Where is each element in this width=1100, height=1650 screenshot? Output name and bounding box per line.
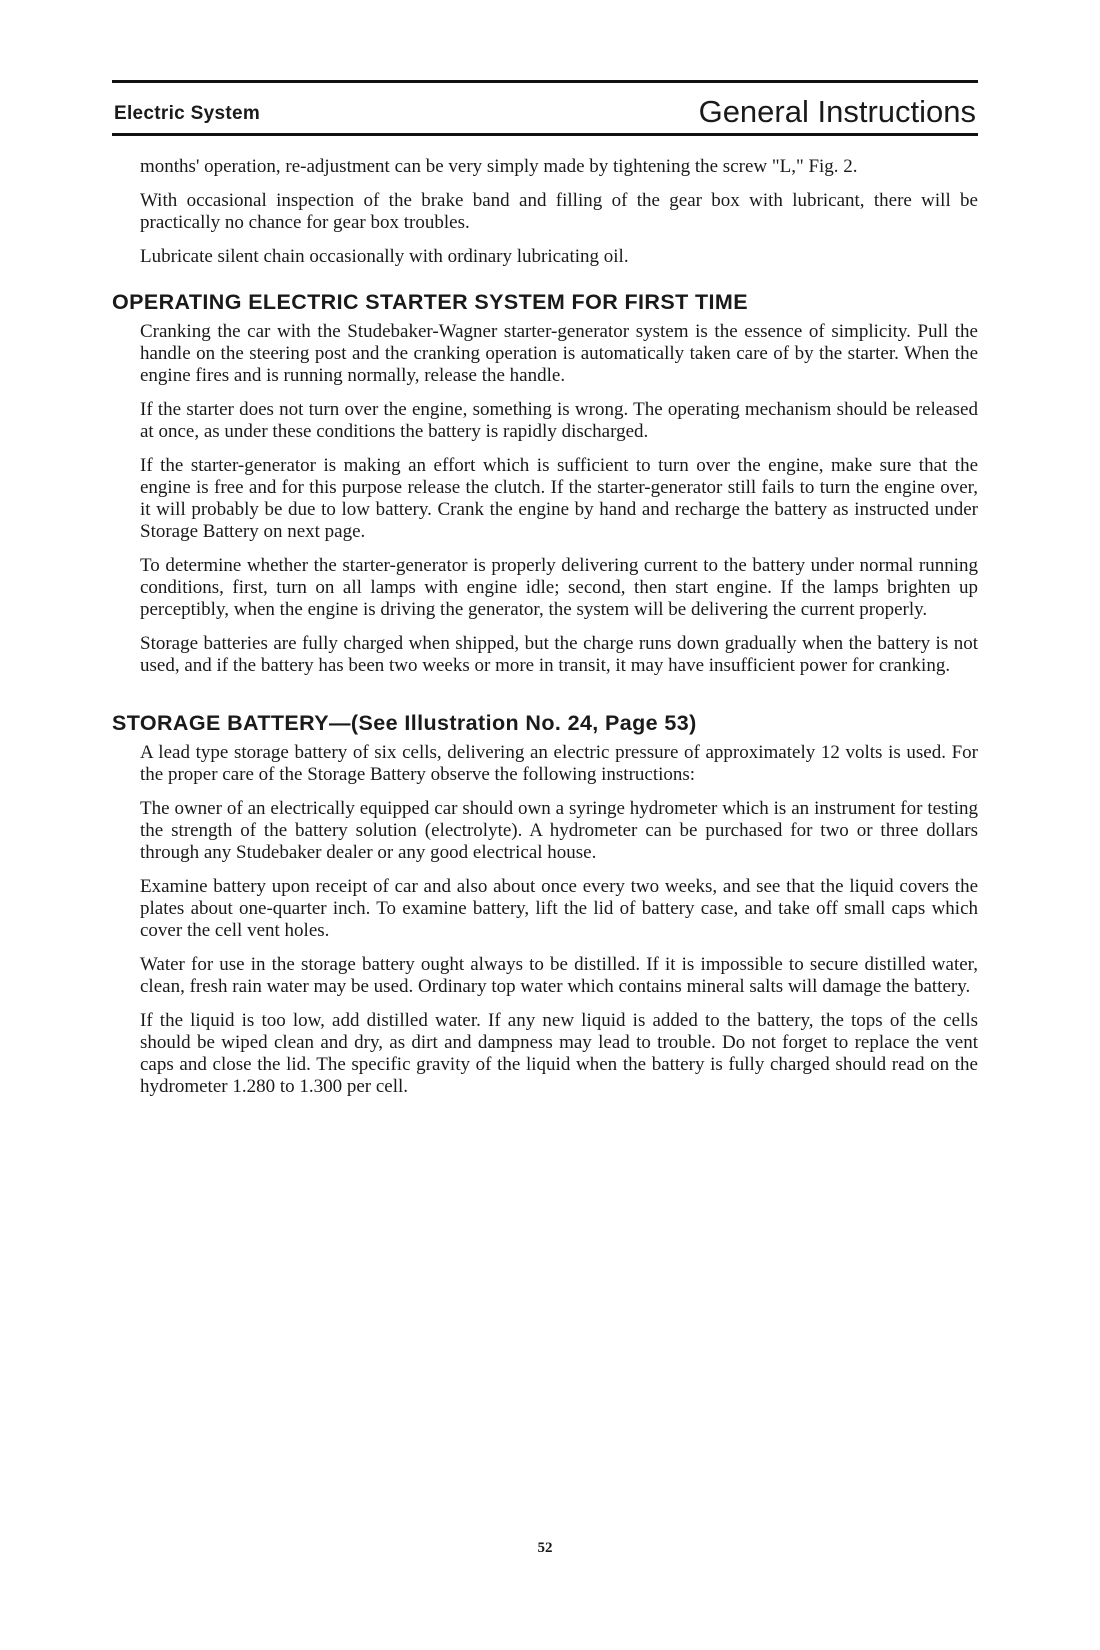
document-page — [112, 80, 978, 1556]
paragraph: A lead type storage battery of six cells, delivering an electric pressure of approximately 12 volts is used. For the proper care of the Storage Battery observe the following instructions: — [140, 742, 978, 785]
section-heading-starter: OPERATING ELECTRIC STARTER SYSTEM FOR FIRST TIME — [112, 290, 748, 314]
paragraph: If the liquid is too low, add distilled water. If any new liquid is added to the battery, the tops of the cells should be wiped clean and dry, as dirt and dampness may lead to trouble. Do not forget to replace the vent caps and close the lid. The specific gravity of the liquid when the battery is fully charged should read on the hydrometer 1.280 to 1.300 per cell. — [140, 1010, 978, 1097]
paragraph: Water for use in the storage battery ought always to be distilled. If it is impossible to secure distilled water, clean, fresh rain water may be used. Ordinary top water which contains mineral salts will damage the battery. — [140, 954, 978, 997]
paragraph: If the starter-generator is making an effort which is sufficient to turn over the engine, make sure that the engine is free and for this purpose release the clutch. If the starter-generator still fails to turn the engine over, it will probably be due to low battery. Crank the engine by hand and recharge the battery as instructed under Storage Battery on next page. — [140, 455, 978, 542]
header-title: General Instructions — [698, 94, 976, 129]
header-chapter: Electric System — [114, 103, 261, 124]
paragraph: Storage batteries are fully charged when shipped, but the charge runs down gradually when the battery is not used, and if the battery has been two weeks or more in transit, it may have insufficient power for cranking. — [140, 633, 978, 676]
paragraph: months' operation, re-adjustment can be very simply made by tightening the screw "L," Fig. 2. — [140, 156, 858, 177]
page-number: 52 — [537, 1540, 553, 1556]
paragraph: With occasional inspection of the brake band and filling of the gear box with lubricant, there will be practically no chance for gear box troubles. — [140, 190, 978, 233]
paragraph: Examine battery upon receipt of car and also about once every two weeks, and see that the liquid covers the plates about one-quarter inch. To examine battery, lift the lid of battery case, and take off small caps which cover the cell vent holes. — [140, 876, 978, 941]
section-heading-storage-battery: STORAGE BATTERY—(See Illustration No. 24, Page 53) — [112, 711, 697, 735]
paragraph: The owner of an electrically equipped car should own a syringe hydrometer which is an instrument for testing the strength of the battery solution (electrolyte). A hydrometer can be purchased for two or three dollars through any Studebaker dealer or any good electrical house. — [140, 798, 978, 863]
paragraph: Lubricate silent chain occasionally with ordinary lubricating oil. — [140, 246, 629, 267]
running-header — [112, 83, 978, 133]
paragraph: To determine whether the starter-generator is properly delivering current to the battery under normal running conditions, first, turn on all lamps with engine idle; second, then start engine. If the lamps brighten up perceptibly, when the engine is driving the generator, the system will be delivering the current properly. — [140, 555, 978, 620]
intro-section — [112, 156, 978, 1098]
header-rule-bottom — [112, 133, 978, 136]
paragraph: If the starter does not turn over the engine, something is wrong. The operating mechanism should be released at once, as under these conditions the battery is rapidly discharged. — [140, 399, 978, 442]
paragraph: Cranking the car with the Studebaker-Wagner starter-generator system is the essence of simplicity. Pull the handle on the steering post and the cranking operation is automatically taken care of by the starter. When the engine fires and is running normally, release the handle. — [140, 321, 978, 386]
